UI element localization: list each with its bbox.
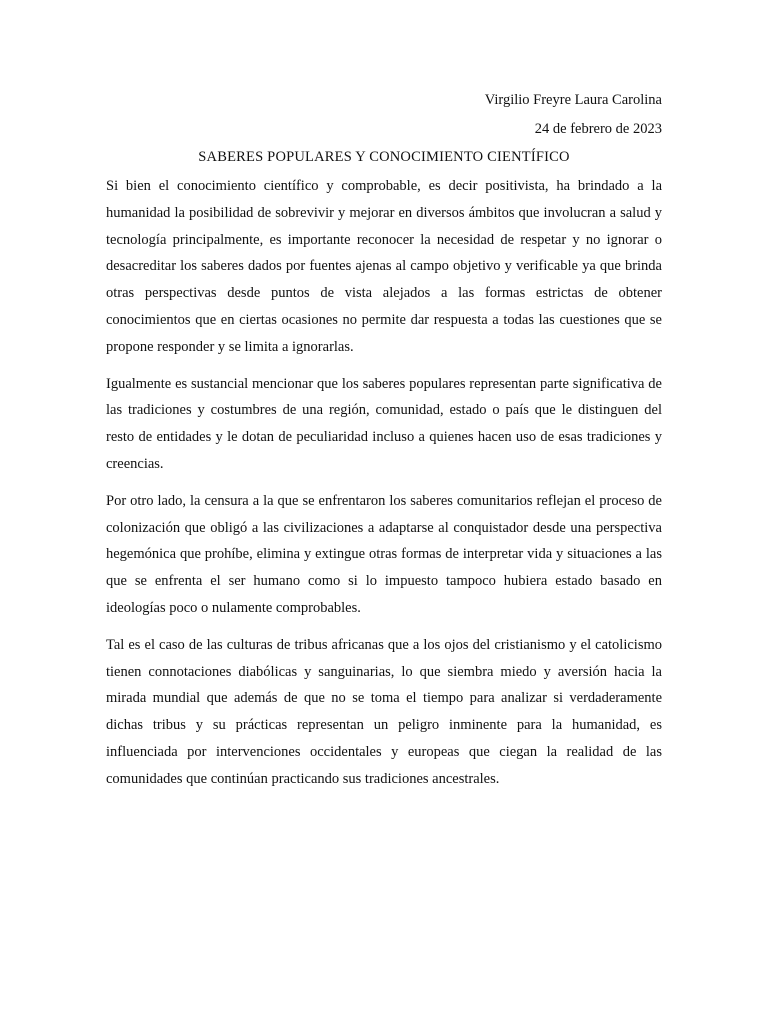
author-name: Virgilio Freyre Laura Carolina	[484, 92, 662, 108]
document-content	[106, 90, 662, 793]
document-body	[106, 173, 662, 793]
paragraph-2: Igualmente es sustancial mencionar que los saberes populares representan parte significativa de las tradiciones y costumbres de una región, comunidad, estado o país que le distinguen del resto de entidades y le dotan de peculiaridad incluso a quienes hacen uso de esas tradiciones y creencias.	[106, 375, 662, 472]
paragraph-4: Tal es el caso de las culturas de tribus africanas que a los ojos del cristianismo y el catolicismo tienen connotaciones diabólicas y sanguinarias, lo que siembra miedo y aversión hacia la mirada mundial que además de que no se toma el tiempo para analizar si verdaderamente dichas tribus y su prácticas representan un peligro inminente para la humanidad, es influenciada por intervenciones occidentales y europeas que ciegan la realidad de las comunidades que continúan practicando sus tradiciones ancestrales.	[106, 636, 662, 787]
document-date: 24 de febrero de 2023	[534, 121, 662, 137]
paragraph-3: Por otro lado, la censura a la que se enfrentaron los saberes comunitarios reflejan el proceso de colonización que obligó a las civilizaciones a adaptarse al conquistador desde una perspectiva hegemónica que prohíbe, elimina y extingue otras formas de interpretar vida y situaciones a las que se enfrenta el ser humano como si lo impuesto tampoco hubiera estado basado en ideologías poco o nulamente comprobables.	[106, 492, 662, 616]
paragraph-1: Si bien el conocimiento científico y comprobable, es decir positivista, ha brindado a la humanidad la posibilidad de sobrevivir y mejorar en diversos ámbitos que involucran a salud y tecnología principalmente, es importante reconocer la necesidad de respetar y no ignorar o desacreditar los saberes dados por fuentes ajenas al campo objetivo y verificable ya que brinda otras perspectivas desde puntos de vista alejados a las formas estrictas de obtener conocimientos que en ciertas ocasiones no permite dar respuesta a todas las cuestiones que se propone responder y se limita a ignorarlas.	[106, 178, 662, 355]
document-title: SABERES POPULARES Y CONOCIMIENTO CIENTÍFICO	[198, 149, 570, 165]
